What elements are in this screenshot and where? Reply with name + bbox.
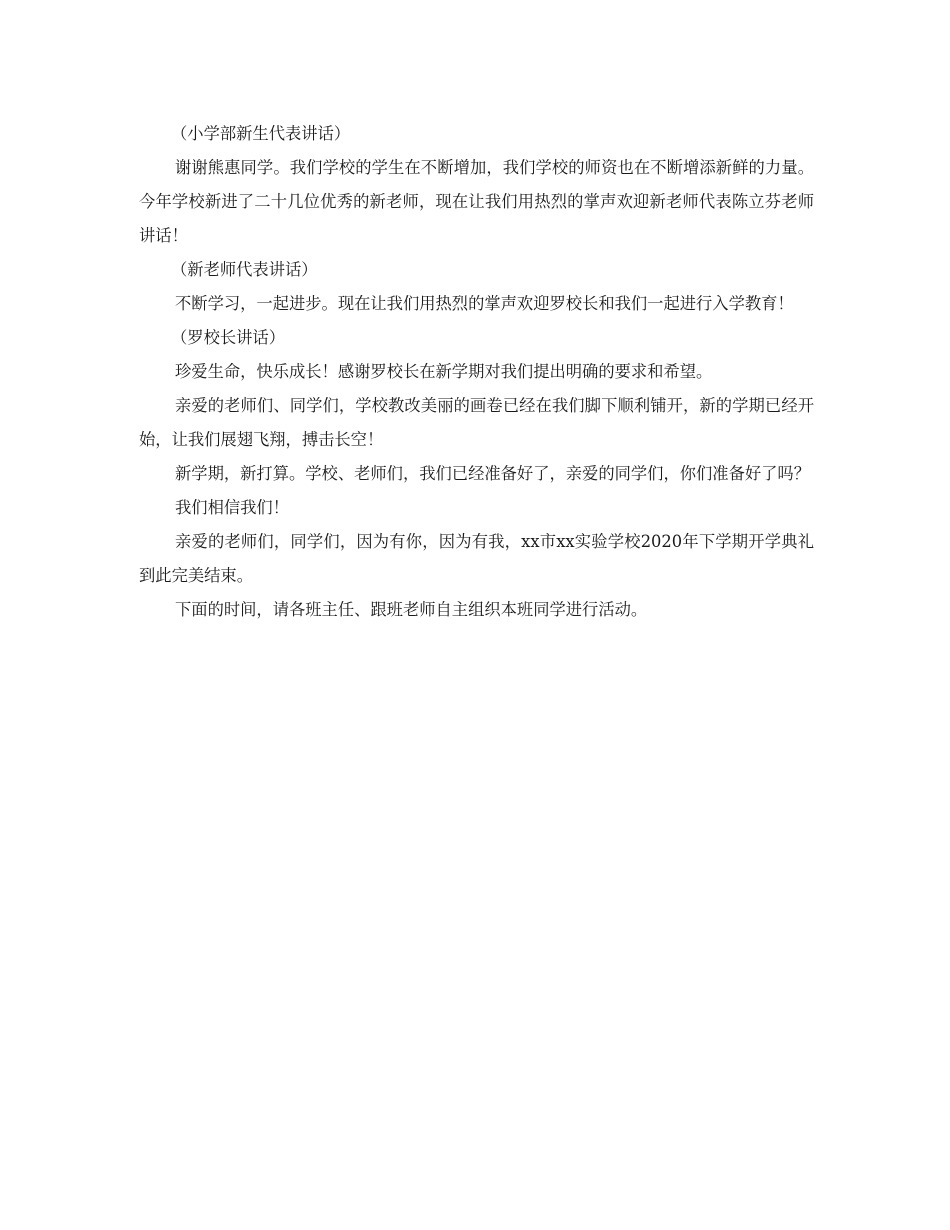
paragraph-welcome-principal: 不断学习，一起进步。现在让我们用热烈的掌声欢迎罗校长和我们一起进行入学教育！ xyxy=(175,294,794,313)
document-body xyxy=(139,117,814,627)
paragraph-class-activities: 下面的时间，请各班主任、跟班老师自主组织本班同学进行活动。 xyxy=(175,600,648,619)
paragraph-thanks-new-teachers: 谢谢熊惠同学。我们学校的学生在不断增加，我们学校的师资也在不断增添新鲜的力量。今年学校新进了二十几位优秀的新老师，现在让我们用热烈的掌声欢迎新老师代表陈立芬老师讲话！ xyxy=(139,158,814,245)
stage-direction-teacher-speech: （新老师代表讲话） xyxy=(171,260,318,279)
paragraph-believe-in-us: 我们相信我们！ xyxy=(175,498,289,517)
stage-direction-principal-speech: （罗校长讲话） xyxy=(171,328,285,347)
paragraph-ceremony-closing: 亲爱的老师们，同学们，因为有你，因为有我，xx市xx实验学校2020年下学期开学典礼到此完美结束。 xyxy=(139,532,814,585)
paragraph-cherish-life: 珍爱生命，快乐成长！感谢罗校长在新学期对我们提出明确的要求和希望。 xyxy=(175,362,713,381)
stage-direction-student-speech: （小学部新生代表讲话） xyxy=(171,124,351,143)
paragraph-new-semester-begins: 亲爱的老师们、同学们，学校教改美丽的画卷已经在我们脚下顺利铺开，新的学期已经开始，让我们展翅飞翔，搏击长空！ xyxy=(139,396,814,449)
paragraph-are-you-ready: 新学期，新打算。学校、老师们，我们已经准备好了，亲爱的同学们，你们准备好了吗？ xyxy=(175,464,810,483)
